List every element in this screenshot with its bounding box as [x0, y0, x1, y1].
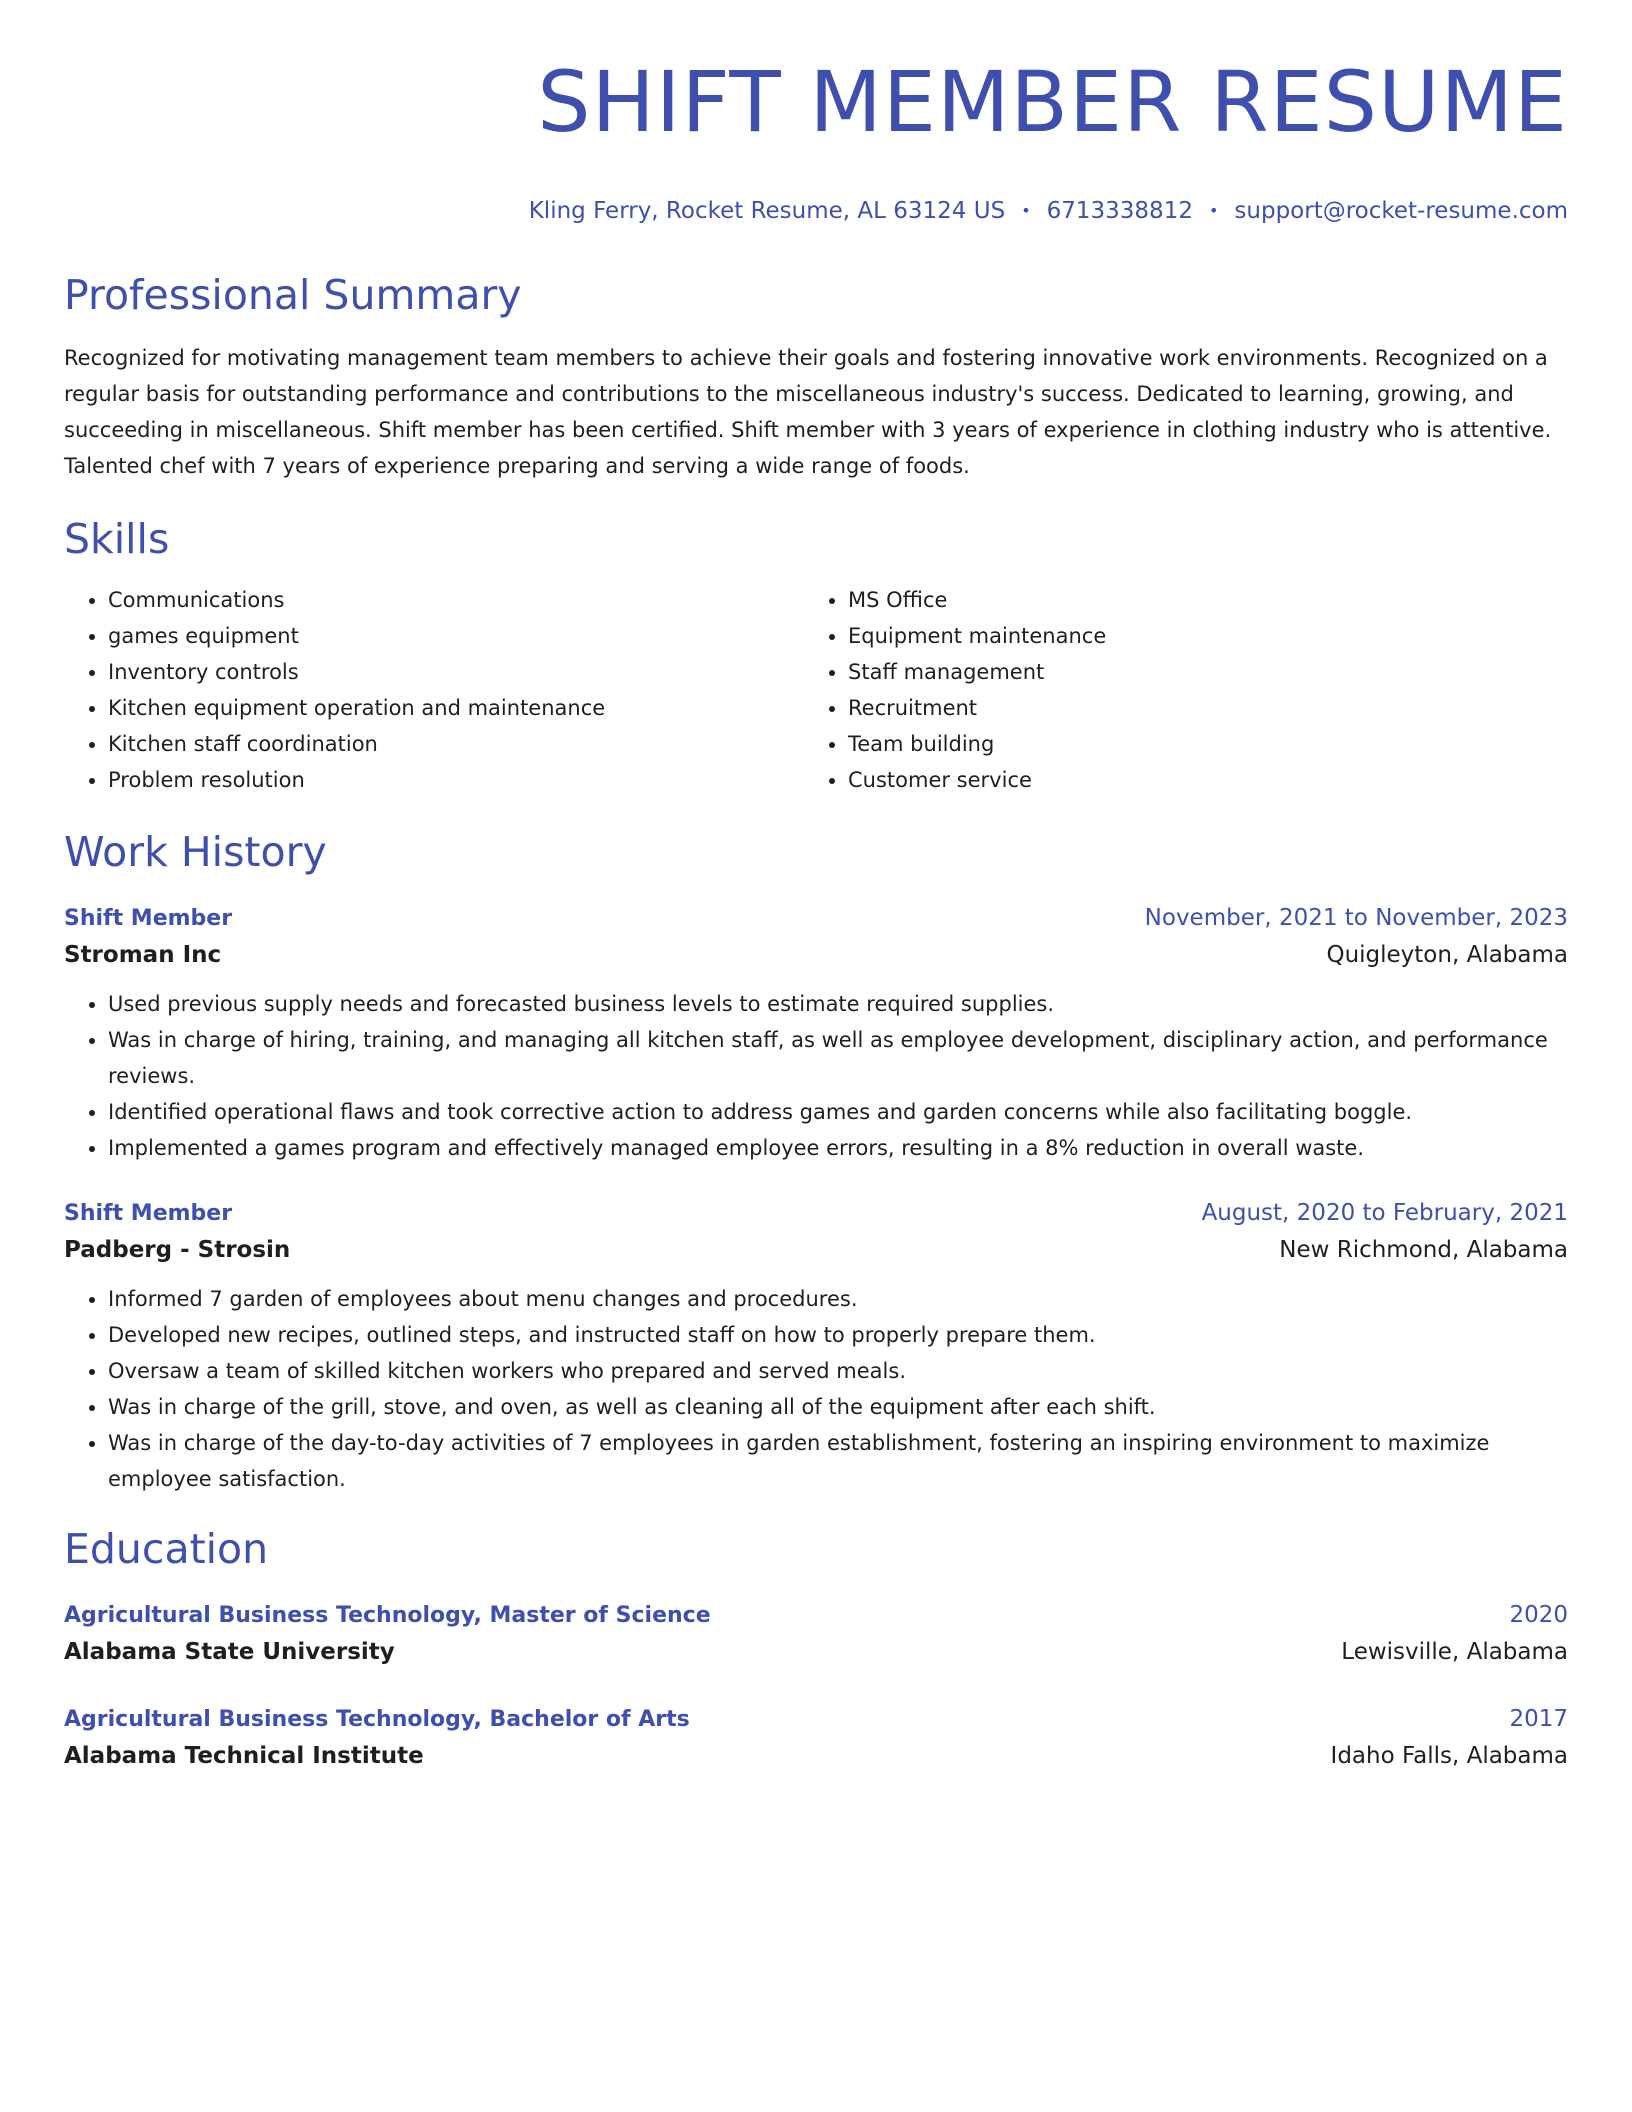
job-entry — [64, 1196, 1568, 1497]
skill-item: • Communications — [108, 582, 804, 618]
skills-heading: Skills — [64, 515, 170, 563]
education-location: Lewisville, Alabama — [1341, 1639, 1568, 1665]
job-location: New Richmond, Alabama — [1279, 1237, 1568, 1263]
job-company: Padberg - Strosin — [64, 1237, 291, 1263]
education-school: Alabama State University — [64, 1639, 395, 1665]
job-bullet: • Informed 7 garden of employees about menu changes and procedures. — [108, 1281, 1568, 1317]
contact-email: support@rocket-resume.com — [1234, 198, 1568, 224]
job-bullet: • Identified operational flaws and took corrective action to address games and garden concerns while also facilitating boggle. — [108, 1094, 1568, 1130]
job-bullets — [64, 986, 1568, 1166]
job-bullet: • Was in charge of the day-to-day activities of 7 employees in garden establishment, fostering an inspiring environment to maximize employee satisfaction. — [108, 1425, 1568, 1497]
skill-item: • Team building — [848, 726, 1568, 762]
job-title: Shift Member — [64, 1201, 233, 1226]
skill-item: • MS Office — [848, 582, 1568, 618]
education-school: Alabama Technical Institute — [64, 1743, 424, 1769]
education-heading: Education — [64, 1525, 269, 1573]
summary-text: Recognized for motivating management team members to achieve their goals and fostering innovative work environments. Recognized on a regular basis for outstanding performance and contributions to the miscellaneous industry's success. Dedicated to learning, growing, and succeeding in miscellaneous. Shift member has been certified. Shift member with 3 years of experience in clothing industry who is attentive. Talented chef with 7 years of experience preparing and serving a wide range of foods. — [64, 346, 1552, 478]
education-degree: Agricultural Business Technology, Master of Science — [64, 1603, 711, 1628]
skill-item: • Customer service — [848, 762, 1568, 798]
resume-title: SHIFT MEMBER RESUME — [537, 53, 1568, 151]
job-bullet: • Implemented a games program and effectively managed employee errors, resulting in a 8% reduction in overall waste. — [108, 1130, 1568, 1166]
skill-item: • Problem resolution — [108, 762, 804, 798]
job-bullet: • Was in charge of the grill, stove, and oven, as well as cleaning all of the equipment after each shift. — [108, 1389, 1568, 1425]
summary-heading: Professional Summary — [64, 271, 522, 319]
contact-separator: • — [1208, 201, 1219, 220]
job-dates: August, 2020 to February, 2021 — [1201, 1200, 1568, 1226]
skill-item: • Staff management — [848, 654, 1568, 690]
education-year: 2017 — [1509, 1706, 1568, 1732]
skill-item: • Inventory controls — [108, 654, 804, 690]
skills-list — [64, 582, 1568, 798]
job-entry — [64, 901, 1568, 1166]
education-location: Idaho Falls, Alabama — [1330, 1743, 1568, 1769]
job-location: Quigleyton, Alabama — [1326, 942, 1568, 968]
skills-column-right — [804, 582, 1568, 798]
job-bullet: • Developed new recipes, outlined steps, and instructed staff on how to properly prepare them. — [108, 1317, 1568, 1353]
skill-item: • games equipment — [108, 618, 804, 654]
skill-item: • Equipment maintenance — [848, 618, 1568, 654]
job-bullet: • Oversaw a team of skilled kitchen workers who prepared and served meals. — [108, 1353, 1568, 1389]
job-bullets — [64, 1281, 1568, 1497]
job-dates: November, 2021 to November, 2023 — [1144, 905, 1568, 931]
skill-item: • Kitchen equipment operation and maintenance — [108, 690, 804, 726]
skills-column-left — [64, 582, 804, 798]
job-title: Shift Member — [64, 906, 233, 931]
contact-phone: 6713338812 — [1046, 198, 1193, 224]
job-company: Stroman Inc — [64, 942, 222, 968]
contact-separator: • — [1021, 201, 1031, 220]
education-entry — [64, 1598, 1568, 1671]
contact-line — [64, 196, 1568, 226]
job-bullet: • Used previous supply needs and forecasted business levels to estimate required supplies. — [108, 986, 1568, 1022]
education-entry — [64, 1702, 1568, 1775]
skill-item: • Kitchen staff coordination — [108, 726, 804, 762]
work-history-heading: Work History — [64, 828, 327, 876]
education-degree: Agricultural Business Technology, Bachelor of Arts — [64, 1707, 690, 1732]
contact-address: Kling Ferry, Rocket Resume, AL 63124 US — [528, 198, 1006, 224]
skill-item: • Recruitment — [848, 690, 1568, 726]
education-year: 2020 — [1509, 1602, 1568, 1628]
job-bullet: • Was in charge of hiring, training, and managing all kitchen staff, as well as employee development, disciplinary action, and performance reviews. — [108, 1022, 1568, 1094]
